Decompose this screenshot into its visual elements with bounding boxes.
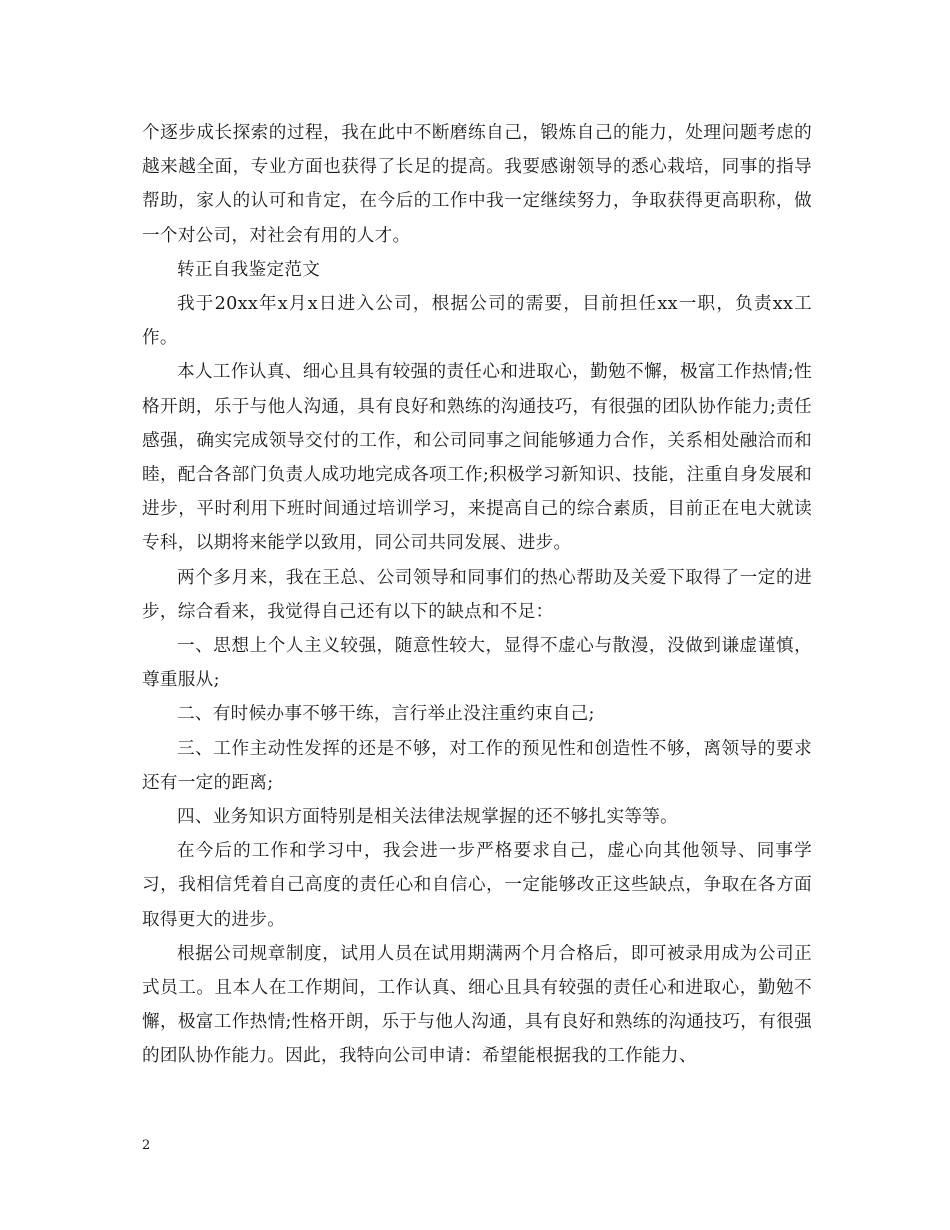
page-number: 2: [142, 1138, 151, 1153]
paragraph-continued: 个逐步成长探索的过程，我在此中不断磨练自己，锻炼自己的能力，处理问题考虑的越来越全面，专业方面也获得了长足的提高。我要感谢领导的悉心栽培，同事的指导帮助，家人的认可和肯定，在今后的工作中我一定继续努力，争取获得更高职称，做一个对公司，对社会有用的人才。: [142, 123, 812, 246]
document-body: [142, 116, 812, 1074]
paragraph: 我于20xx年x月x日进入公司，根据公司的需要，目前担任xx一职，负责xx工作。: [142, 294, 812, 349]
paragraph: 两个多月来，我在王总、公司领导和同事们的热心帮助及关爱下取得了一定的进步，综合看来，我觉得自己还有以下的缺点和不足：: [142, 567, 812, 622]
list-item: 四、业务知识方面特别是相关法律法规掌握的还不够扎实等等。: [177, 807, 679, 828]
list-item: 三、工作主动性发挥的还是不够，对工作的预见性和创造性不够，离领导的要求还有一定的距离;: [142, 738, 812, 793]
paragraph: 根据公司规章制度，试用人员在试用期满两个月合格后，即可被录用成为公司正式员工。且本人在工作期间，工作认真、细心且具有较强的责任心和进取心，勤勉不懈，极富工作热情;性格开朗，乐于与他人沟通，具有良好和熟练的沟通技巧，有很强的团队协作能力。因此，我特向公司申请：希望能根据我的工作能力、: [142, 943, 812, 1067]
section-heading: 转正自我鉴定范文: [177, 259, 321, 280]
list-item: 二、有时候办事不够干练，言行举止没注重约束自己;: [177, 704, 595, 725]
paragraph: 在今后的工作和学习中，我会进一步严格要求自己，虚心向其他领导、同事学习，我相信凭着自己高度的责任心和自信心，一定能够改正这些缺点，争取在各方面取得更大的进步。: [142, 841, 812, 930]
list-item: 一、思想上个人主义较强，随意性较大，显得不虚心与散漫，没做到谦虚谨慎，尊重服从;: [142, 636, 812, 691]
paragraph: 本人工作认真、细心且具有较强的责任心和进取心，勤勉不懈，极富工作热情;性格开朗，乐于与他人沟通，具有良好和熟练的沟通技巧，有很强的团队协作能力;责任感强，确实完成领导交付的工作，和公司同事之间能够通力合作，关系相处融洽而和睦，配合各部门负责人成功地完成各项工作;积极学习新知识、技能，注重自身发展和进步，平时利用下班时间通过培训学习，来提高自己的综合素质，目前正在电大就读专科，以期将来能学以致用，同公司共同发展、进步。: [142, 362, 812, 554]
